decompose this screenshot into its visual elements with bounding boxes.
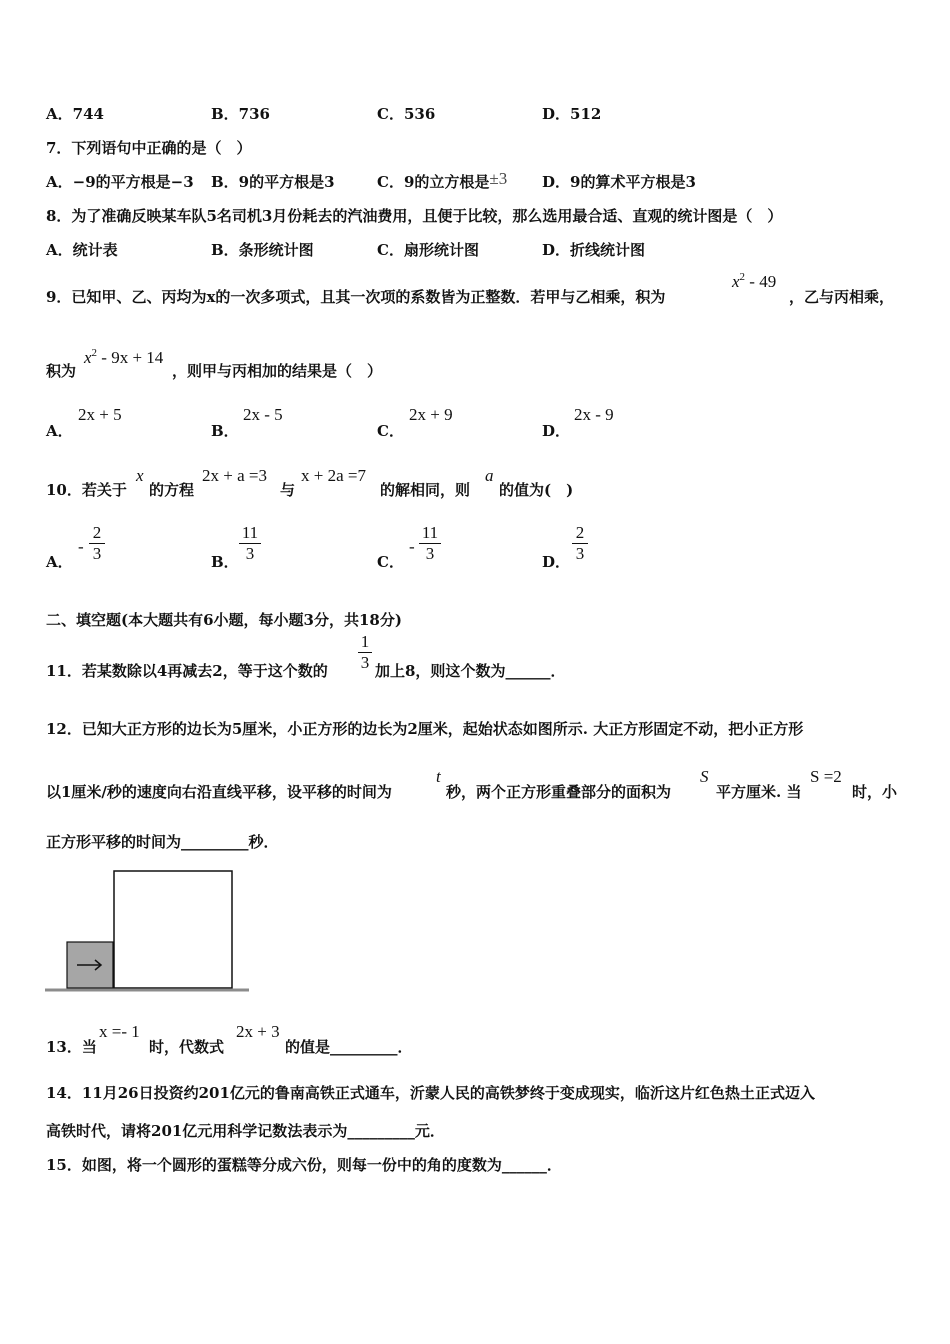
q10-option-c-sign: - xyxy=(409,537,415,556)
q12-line2-part1: 以1厘米/秒的速度向右沿直线平移，设平移的时间为 xyxy=(46,783,392,801)
q9-option-d-math: 2x - 9 xyxy=(574,405,614,424)
q9-product2-exp: 2 xyxy=(91,347,98,359)
q6-option-c: C．536 xyxy=(377,105,436,123)
q8-option-a: A．统计表 xyxy=(46,241,118,259)
q10-stem-part2: 的方程 xyxy=(149,481,195,499)
q9-product2 xyxy=(84,348,163,368)
q13-part1: 13．当 xyxy=(46,1038,97,1056)
q10-option-b-denominator: 3 xyxy=(245,544,255,563)
q9-stem-part2: ，乙与丙相乘， xyxy=(789,288,895,306)
q7-stem: 7．下列语句中正确的是（ ） xyxy=(46,139,252,157)
q12-figure xyxy=(44,868,254,996)
q9-stem-part1: 9．已知甲、乙、丙均为x的一次多项式，且其一次项的系数皆为正整数．若甲与乙相乘，积为 xyxy=(46,288,666,306)
q9-option-c-label: C． xyxy=(377,422,404,440)
q9-option-a-math: 2x + 5 xyxy=(78,405,122,424)
q6-option-a: A．744 xyxy=(46,105,104,123)
q13-x-value: x =- 1 xyxy=(99,1022,140,1041)
q14-line2: 高铁时代，请将201亿元用科学记数法表示为_________元． xyxy=(46,1122,445,1140)
q12-line2-part3: 平方厘米. 当 xyxy=(716,783,802,801)
q10-var-x: x xyxy=(136,466,144,485)
q9-product1 xyxy=(732,272,776,292)
q10-equation-2: x + 2a =7 xyxy=(301,466,366,485)
q9-option-a-label: A． xyxy=(46,422,73,440)
q10-option-b-fraction xyxy=(239,524,261,563)
q7-option-c-text: C．9的立方根是 xyxy=(377,173,490,191)
q7-option-d: D．9的算术平方根是3 xyxy=(542,173,696,191)
q9-product1-rest: - 49 xyxy=(745,272,777,291)
q8-option-c: C．扇形统计图 xyxy=(377,241,479,259)
section-2-heading: 二、填空题(本大题共有6小题，每小题3分，共18分) xyxy=(46,611,402,629)
q10-stem-part1: 10．若关于 xyxy=(46,481,127,499)
q10-option-b-label: B． xyxy=(211,553,239,571)
q14-line1: 14．11月26日投资约201亿元的鲁南高铁正式通车，沂蒙人民的高铁梦终于变成现实，临沂这片红色热土正式迈入 xyxy=(46,1084,815,1102)
q9-stem-line1 xyxy=(46,286,665,307)
q8-option-d: D．折线统计图 xyxy=(542,241,646,259)
q10-option-a-label: A． xyxy=(46,553,73,571)
q13-part3: 的值是_________． xyxy=(285,1038,413,1056)
q12-line2-part4: 时，小 xyxy=(852,783,898,801)
q11-fraction-denominator: 3 xyxy=(360,653,370,672)
q10-option-b-numerator: 11 xyxy=(241,523,259,542)
q12-var-t: t xyxy=(436,767,441,786)
q9-option-b-label: B． xyxy=(211,422,239,440)
q11-part1: 11．若某数除以4再减去2，等于这个数的 xyxy=(46,662,328,680)
q7-option-c xyxy=(377,171,507,192)
q10-var-a: a xyxy=(485,466,494,485)
q13-part2: 时，代数式 xyxy=(149,1038,225,1056)
q10-option-c-denominator: 3 xyxy=(425,544,435,563)
q10-option-d-denominator: 3 xyxy=(575,544,585,563)
q12-condition: S =2 xyxy=(810,767,842,786)
q10-option-a-sign: - xyxy=(78,537,84,556)
q9-option-d-label: D． xyxy=(542,422,571,440)
q10-stem-part5: 的值为( ) xyxy=(499,481,574,499)
q10-option-a-denominator: 3 xyxy=(92,544,102,563)
q10-option-d-fraction xyxy=(572,524,588,563)
q10-equation-1: 2x + a =3 xyxy=(202,466,267,485)
q9-product1-base: x xyxy=(732,272,740,291)
q10-option-a-numerator: 2 xyxy=(92,523,102,542)
q9-product2-base: x xyxy=(84,348,92,367)
q9-stem-part3: 积为 xyxy=(46,362,77,380)
q9-stem-part4: ，则甲与丙相加的结果是（ ） xyxy=(172,362,383,380)
q9-option-c-math: 2x + 9 xyxy=(409,405,453,424)
q6-option-b: B．736 xyxy=(211,105,270,123)
q9-product1-exp: 2 xyxy=(739,271,746,283)
q15-text: 15．如图，将一个圆形的蛋糕等分成六份，则每一份中的角的度数为______． xyxy=(46,1156,562,1174)
q10-stem-part4: 的解相同，则 xyxy=(380,481,471,499)
q7-option-b: B．9的平方根是3 xyxy=(211,173,335,191)
q7-option-c-math: ±3 xyxy=(489,169,508,188)
q11-part2: 加上8，则这个数为______． xyxy=(375,662,566,680)
q6-option-d: D．512 xyxy=(542,105,602,123)
q10-option-c-label: C． xyxy=(377,553,404,571)
q10-option-c-numerator: 11 xyxy=(421,523,439,542)
q12-line2-part2: 秒，两个正方形重叠部分的面积为 xyxy=(446,783,672,801)
q9-option-b-math: 2x - 5 xyxy=(243,405,283,424)
q11-fraction xyxy=(358,633,372,672)
q13-expression: 2x + 3 xyxy=(236,1022,280,1041)
q12-line1: 12．已知大正方形的边长为5厘米，小正方形的边长为2厘米，起始状态如图所示. 大正方形固定不动，把小正方形 xyxy=(46,720,804,738)
q7-option-a: A．−9的平方根是−3 xyxy=(46,173,194,191)
q11-fraction-numerator: 1 xyxy=(360,632,370,651)
q12-line3: 正方形平移的时间为_________秒． xyxy=(46,833,279,851)
q12-var-S: S xyxy=(700,767,709,786)
q10-option-a-fraction xyxy=(89,524,105,563)
q9-product2-rest: - 9x + 14 xyxy=(97,348,164,367)
q8-option-b: B．条形统计图 xyxy=(211,241,314,259)
q10-stem-part3: 与 xyxy=(280,481,296,499)
q10-option-d-numerator: 2 xyxy=(575,523,585,542)
q10-option-d-label: D． xyxy=(542,553,571,571)
q8-stem: 8．为了准确反映某车队5名司机3月份耗去的汽油费用，且便于比较，那么选用最合适、直观的统计图是（ ） xyxy=(46,207,783,225)
large-square xyxy=(114,871,232,988)
q10-option-c-fraction xyxy=(419,524,441,563)
